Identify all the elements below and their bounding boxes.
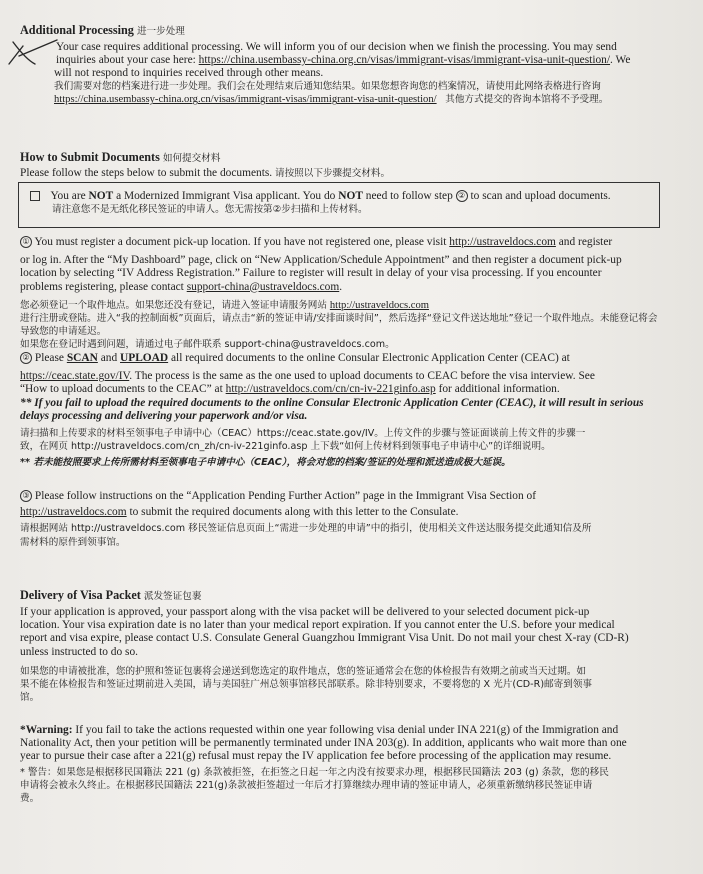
body-line: will not respond to inquiries received through other means. [54,67,324,79]
notice-box-content: You are NOT a Modernized Immigrant Visa applicant. You do NOT need to follow step ② to scan and upload documents. 请注意您不是无纸化移民签证的申请人。您无需按第②步扫描和上传材料。 [30,190,655,216]
inquiry-link-zh[interactable]: https://china.usembassy-china.org.cn/visas/immigrant-visas/immigrant-visa-unit-question/ [54,94,437,106]
body-line: Your case requires additional processing. We will inform you of our decision when we finish the processing. You may send [56,41,617,53]
heading-text: Delivery of Visa Packet [20,588,141,602]
body-line: inquiries about your case here: https://china.usembassy-china.org.cn/visas/immigrant-visas/immigrant-visa-unit-question/. We [56,54,631,67]
step-3: ③ Please follow instructions on the “Application Pending Further Action” page in the Immigrant Visa Section of http://ustraveldocs.com to submit the required documents along with this letter to the Consulate. 请根据网站 http://ustraveldocs.com 移民签证信息页面上“需进一步处理的申请”中的指引，使用相关文件送达服务提交此通知信及所 需材料的原件到领事馆。 [20,490,592,548]
additional-processing-heading [20,24,660,38]
submit-intro: Please follow the steps below to submit the documents. 请按照以下步骤提交材料。 [20,167,391,179]
step-number-icon: ② [20,352,32,364]
heading-zh: 如何提交材料 [162,153,221,164]
body-zh: 我们需要对您的档案进行进一步处理。我们会在处理结束后通知您结果。如果您想咨询您的档案情况，请使用此网络表格进行咨询 [54,81,601,93]
submit-heading [20,151,660,165]
body-zh-link-line: https://china.usembassy-china.org.cn/visas/immigrant-visas/immigrant-visa-unit-question/ 其他方式提交的咨询本馆将不予受理。 [54,94,609,106]
warning-label: *Warning: [20,724,73,736]
step-number-icon: ② [456,190,468,202]
support-email-link[interactable]: support-china@ustraveldocs.com [186,280,340,293]
ustraveldocs-link-2[interactable]: http://ustraveldocs.com [20,506,127,519]
heading-zh: 进一步处理 [136,26,185,37]
notice-zh: 请注意您不是无纸化移民签证的申请人。您无需按第②步扫描和上传材料。 [52,204,368,216]
delivery-body: If your application is approved, your passport along with the visa packet will be delivered to your selected document pick-up location. Your visa expiration date is no later than your medical report expiration. If you cannot enter the U.S. before your medical report and visa expire, please contact U.S. Consulate General Guangzhou Immigrant Visa Unit. Do not mail your chest X-ray (CD-R) unless instructed to do so. 如果您的申请被批准，您的护照和签证包裹将会递送到您选定的取件地点，您的签证通常会在您的体检报告有效期之前或当天过期。如 果不能在体检报告和签证过期前进入美国，请与美国驻广州总领事馆移民部联系。除非特别要求，不要将您的 X 光片(CD-R)邮寄到领事 馆。 [20,606,629,704]
checkbox[interactable] [30,191,40,201]
heading-zh: 派发签证包裹 [143,591,202,602]
delivery-heading [20,589,660,603]
step-1: ① You must register a document pick-up location. If you have not registered one, please visit http://ustraveldocs.com and register or log in. After the “My Dashboard” page, click on “New Application/Schedule Appointment” and then register a document pick-up location by selecting “IV Address Registration.” Failure to register will result in delay of your visa processing. If you encounter problems registering, please contact support-china@ustraveldocs.com. 您必须登记一个取件地点。如果您还没有登记，请进入签证申请服务网站 http://ustraveldocs.com 进行注册或登陆。进入“我的控制面板”页面后，请点击“新的签证申请/安排面谈时间”，然后选择“登记文件送达地址”登记一个取件地点。未能登记将会导致您的申请延迟。 如果您在登记时遇到问题，请通过电子邮件联系 support-china@ustraveldocs.com。 [20,236,658,351]
ustraveldocs-link[interactable]: http://ustraveldocs.com [449,236,556,248]
inquiry-link[interactable]: https://china.usembassy-china.org.cn/visas/immigrant-visas/immigrant-visa-unit-question/ [198,54,611,67]
upload-warning: ** If you fail to upload the required documents to the online Consular Electronic Application Center (CEAC), it will result in serious delays processing and delivering your paperwork and/or visa. [20,396,644,422]
heading-text: Additional Processing [20,23,134,37]
upload-warning-zh: ** 若未能按照要求上传所需材料至领事电子申请中心（CEAC），将会对您的档案/签证的处理和派送造成极大延误。 [20,457,511,469]
additional-processing-body-2 [54,67,659,107]
heading-text: How to Submit Documents [20,150,160,164]
ustraveldocs-link-zh[interactable]: http://ustraveldocs.com [329,299,430,311]
upload-info-link[interactable]: http://ustraveldocs.com/cn/cn-iv-221ginfo.asp [225,383,436,396]
step-number-icon: ③ [20,490,32,502]
step-2: ② Please SCAN and UPLOAD all required documents to the online Consular Electronic Application Center (CEAC) at https://ceac.state.gov/IV. The process is the same as the one used to upload documents to CEAC before the visa interview. See “How to upload documents to the CEAC” at http://ustraveldocs.com/cn/cn-iv-221ginfo.asp for additional information. ** If you fail to upload the required documents to the online Consular Electronic Application Center (CEAC), it will result in serious delays processing and delivering your paperwork and/or visa. 请扫描和上传要求的材料至领事电子申请中心（CEAC）https://ceac.state.gov/IV。上传文件的步骤与签证面谈前上传文件的步骤一 致，在网页 http://ustraveldocs.com/cn_zh/cn-iv-221ginfo.asp 上下载“如何上传材料到领事电子申请中心”的详细说明。 ** 若未能按照要求上传所需材料至领事电子申请中心（CEAC），将会对您的档案/签证的处理和派送造成极大延误。 [20,352,660,470]
step-number-icon: ① [20,236,32,248]
ceac-link[interactable]: https://ceac.state.gov/IV [20,370,130,383]
additional-processing-body [56,41,656,67]
warning-section: *Warning: If you fail to take the actions requested within one year following visa denial under INA 221(g) of the Immigration and Nationality Act, then your petition will be permanently terminated under INA 203(g). In addition, applicants who wait more than one year to pursue their case after a 221(g) refusal must repay the IV application fee before processing of the application may resume. * 警告：如果您是根据移民国籍法 221 (g) 条款被拒签，在拒签之日起一年之内没有按要求办理，根据移民国籍法 203 (g) 条款，您的移民 申请将会被永久终止。在根据移民国籍法 221(g)条款被拒签超过一年后才打算继续办理申请的签证申请人，必须重新缴纳移民签证申请 费。 [20,724,627,805]
